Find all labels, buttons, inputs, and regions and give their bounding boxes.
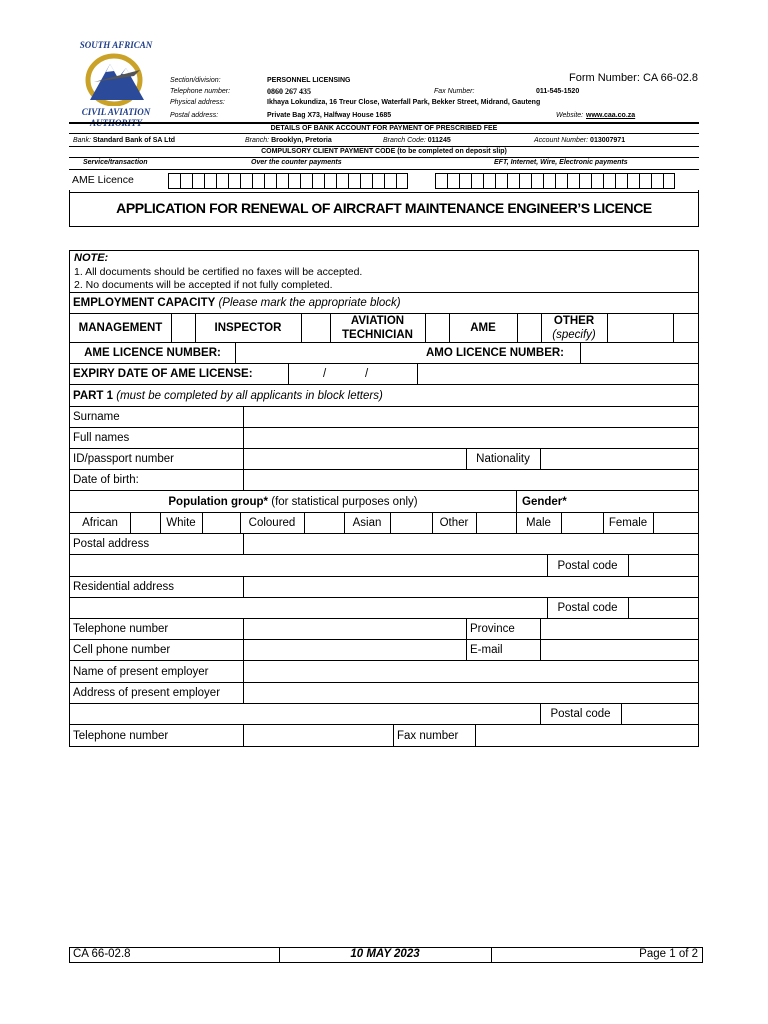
expiry-date-label: EXPIRY DATE OF AME LICENSE: xyxy=(73,368,253,380)
other-population-checkbox[interactable] xyxy=(476,513,516,533)
employment-capacity-row xyxy=(69,293,699,314)
postal-address-label: Postal address: xyxy=(170,112,219,119)
employer-telephone-input[interactable] xyxy=(246,726,395,745)
other-label: OTHER (specify) xyxy=(552,315,596,341)
branch-line: Branch: Brooklyn, Pretoria xyxy=(245,137,332,144)
management-label: MANAGEMENT xyxy=(78,322,163,334)
employer-telephone-fax-row xyxy=(69,725,699,747)
note-line-1: 1. All documents should be certified no faxes will be accepted. xyxy=(74,266,363,278)
note-heading: NOTE: xyxy=(74,252,109,264)
ame-label: AME xyxy=(470,322,496,334)
employer-address-line-2-row xyxy=(69,704,699,725)
website-link[interactable]: www.caa.co.za xyxy=(586,112,636,119)
service-transaction-label: Service/transaction xyxy=(83,159,148,166)
employment-options-row xyxy=(69,314,699,343)
id-nationality-row xyxy=(69,449,699,470)
residential-address-input[interactable] xyxy=(246,578,700,596)
footer-page-number: Page 1 of 2 xyxy=(639,948,698,960)
part1-heading: PART 1 (must be completed by all applicants in block letters) xyxy=(73,389,383,402)
email-input[interactable] xyxy=(543,641,701,659)
male-checkbox[interactable] xyxy=(561,513,603,533)
fax-number-input[interactable] xyxy=(478,726,700,745)
management-checkbox[interactable] xyxy=(171,314,195,342)
section-label: Section/division: xyxy=(170,77,221,84)
dob-input[interactable] xyxy=(246,471,700,489)
employer-address-row xyxy=(69,683,699,704)
logo-top-text: SOUTH AFRICAN xyxy=(79,40,153,50)
employer-name-label: Name of present employer xyxy=(73,665,209,678)
postal-code-input-1[interactable] xyxy=(631,556,701,575)
other-checkbox[interactable] xyxy=(673,314,700,342)
footer-date: 10 MAY 2023 xyxy=(350,948,420,960)
ame-licence-number-input[interactable] xyxy=(238,344,414,362)
form-title-box xyxy=(69,190,699,227)
counter-payment-code-boxes[interactable] xyxy=(168,173,408,189)
residential-address-row xyxy=(69,577,699,598)
postal-address-row xyxy=(69,534,699,555)
amo-licence-number-label: AMO LICENCE NUMBER: xyxy=(426,347,564,359)
postal-address-label: Postal address xyxy=(73,538,150,550)
african-label: African xyxy=(82,517,118,529)
ame-licence-label: AME Licence xyxy=(72,174,134,186)
section-value: PERSONNEL LICENSING xyxy=(267,77,351,84)
white-checkbox[interactable] xyxy=(202,513,240,533)
coloured-label: Coloured xyxy=(248,517,296,529)
other-specify-input[interactable] xyxy=(610,315,674,341)
id-passport-input[interactable] xyxy=(246,450,468,468)
branch-code-line: Branch Code: 011245 xyxy=(383,137,451,144)
postal-code-label-2: Postal code xyxy=(557,602,618,614)
expiry-separator-1: / xyxy=(323,368,327,380)
aviation-technician-label: AVIATION TECHNICIAN xyxy=(342,315,413,341)
telephone-label: Telephone number: xyxy=(170,88,231,95)
residential-address-line-2-row xyxy=(69,598,699,619)
white-label: White xyxy=(166,517,196,529)
fax-value: 011-545-1520 xyxy=(536,88,580,95)
postal-address-value: Private Bag X73, Halfway House 1685 xyxy=(267,112,392,119)
fax-number-label: Fax number xyxy=(397,729,459,742)
residential-address-label: Residential address xyxy=(73,581,175,593)
physical-address-value: Ikhaya Lokundiza, 16 Treur Close, Waterfall Park, Bekker Street, Midrand, Gauteng xyxy=(267,99,541,106)
amo-licence-number-input[interactable] xyxy=(583,344,699,362)
cell-phone-input[interactable] xyxy=(246,641,468,659)
employer-name-input[interactable] xyxy=(246,662,700,681)
postal-address-line-2-row xyxy=(69,555,699,577)
province-input[interactable] xyxy=(543,620,701,638)
african-checkbox[interactable] xyxy=(130,513,160,533)
footer-form-code: CA 66-02.8 xyxy=(73,948,131,960)
email-label: E-mail xyxy=(470,644,503,656)
website-label: Website: xyxy=(556,112,584,119)
employer-telephone-label: Telephone number xyxy=(73,729,169,742)
cell-email-row xyxy=(69,640,699,661)
logo-bottom-text: AUTHORITY xyxy=(89,118,142,128)
footer xyxy=(69,947,703,963)
asian-checkbox[interactable] xyxy=(390,513,432,533)
bank-details-title: DETAILS OF BANK ACCOUNT FOR PAYMENT OF PRESCRIBED FEE xyxy=(270,125,498,132)
gender-heading: Gender* xyxy=(522,495,567,508)
bank-line: Bank: Standard Bank of SA Ltd xyxy=(73,137,176,144)
logo-emblem-icon xyxy=(84,52,148,106)
expiry-separator-2: / xyxy=(365,368,369,380)
population-gender-options-row xyxy=(69,513,699,534)
postal-code-input-3[interactable] xyxy=(624,705,700,723)
note-line-2: 2. No documents will be accepted if not fully completed. xyxy=(74,279,333,291)
postal-code-label-1: Postal code xyxy=(557,559,618,572)
other-population-label: Other xyxy=(439,517,469,529)
full-names-input[interactable] xyxy=(246,429,700,447)
nationality-label: Nationality xyxy=(476,453,530,465)
telephone-province-row xyxy=(69,619,699,640)
cell-phone-label: Cell phone number xyxy=(73,644,171,656)
coloured-checkbox[interactable] xyxy=(304,513,344,533)
caa-logo xyxy=(78,40,154,130)
province-label: Province xyxy=(470,623,515,635)
note-box xyxy=(69,250,699,293)
licence-number-row xyxy=(69,343,699,364)
form-title: APPLICATION FOR RENEWAL OF AIRCRAFT MAINTENANCE ENGINEER’S LICENCE xyxy=(116,200,652,216)
employer-name-row xyxy=(69,661,699,683)
female-checkbox[interactable] xyxy=(653,513,700,533)
surname-row xyxy=(69,407,699,428)
employer-address-label: Address of present employer xyxy=(73,687,221,699)
dob-label: Date of birth: xyxy=(73,474,139,486)
expiry-date-row xyxy=(69,364,699,385)
telephone-value: 0860 267 435 xyxy=(267,87,311,96)
aviation-technician-checkbox[interactable] xyxy=(425,314,449,342)
nationality-input[interactable] xyxy=(543,450,701,468)
female-label: Female xyxy=(608,517,648,529)
postal-address-line-2-input[interactable] xyxy=(73,556,547,575)
inspector-checkbox[interactable] xyxy=(301,314,330,342)
counter-payments-label: Over the counter payments xyxy=(251,159,342,166)
postal-code-label-3: Postal code xyxy=(550,708,611,720)
employer-address-input[interactable] xyxy=(246,684,700,702)
postal-address-input[interactable] xyxy=(246,535,700,553)
bank-details-block xyxy=(69,122,699,196)
employer-address-line-2-input[interactable] xyxy=(73,705,542,723)
population-gender-heading-row xyxy=(69,491,699,513)
postal-code-input-2[interactable] xyxy=(631,599,701,617)
part1-heading-row xyxy=(69,385,699,407)
surname-label: Surname xyxy=(73,411,120,423)
eft-payment-code-boxes[interactable] xyxy=(435,173,675,189)
ame-licence-number-label: AME LICENCE NUMBER: xyxy=(84,347,221,359)
account-number-line: Account Number: 013007971 xyxy=(534,137,626,144)
residential-address-line-2-input[interactable] xyxy=(73,599,547,617)
full-names-row xyxy=(69,428,699,449)
logo-middle-text: CIVIL AVIATION xyxy=(81,107,151,117)
male-label: Male xyxy=(526,517,551,529)
telephone-number-label: Telephone number xyxy=(73,623,169,635)
ame-checkbox[interactable] xyxy=(517,314,541,342)
eft-payments-label: EFT, Internet, Wire, Electronic payments xyxy=(494,159,628,166)
employment-capacity-heading: EMPLOYMENT CAPACITY (Please mark the appropriate block) xyxy=(73,297,401,309)
id-passport-label: ID/passport number xyxy=(73,453,174,465)
full-names-label: Full names xyxy=(73,432,130,444)
form-number: Form Number: CA 66-02.8 xyxy=(569,72,698,84)
asian-label: Asian xyxy=(352,517,382,529)
physical-address-label: Physical address: xyxy=(170,99,225,106)
population-group-heading: Population group* (for statistical purposes only) xyxy=(168,495,418,508)
dob-row xyxy=(69,470,699,491)
surname-input[interactable] xyxy=(246,408,700,426)
inspector-label: INSPECTOR xyxy=(214,322,282,334)
payment-code-title: COMPULSORY CLIENT PAYMENT CODE (to be completed on deposit slip) xyxy=(261,148,507,155)
fax-label: Fax Number: xyxy=(434,88,475,95)
telephone-number-input[interactable] xyxy=(246,620,468,638)
